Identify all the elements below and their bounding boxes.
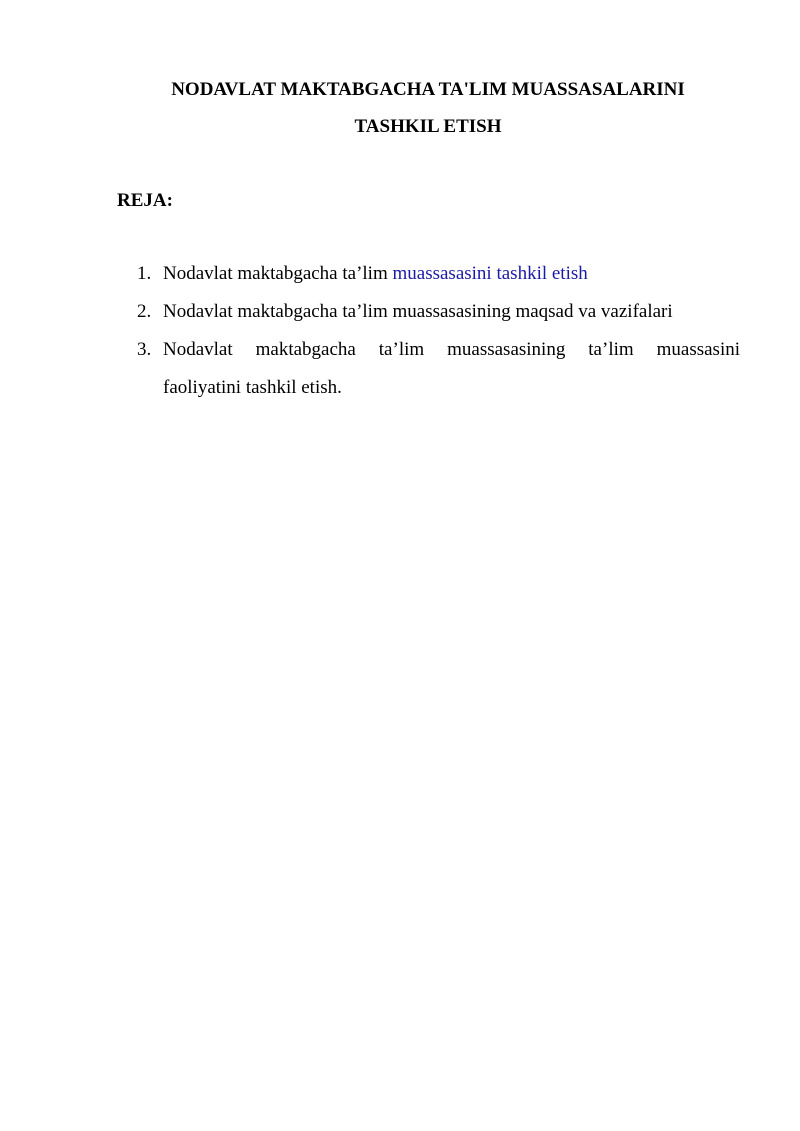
- plan-item-text: [163, 339, 740, 399]
- plan-item-2: [137, 301, 740, 323]
- plan-item-text: [163, 263, 740, 285]
- plan-item-3: [137, 339, 740, 399]
- plan-item-number: 1.: [137, 263, 152, 284]
- document-title-line-2: TASHKIL ETISH: [354, 116, 502, 137]
- plan-list: [137, 263, 740, 415]
- plan-heading: REJA:: [117, 190, 173, 211]
- plan-item-number: 3.: [137, 339, 152, 360]
- plan-item-text-plain: Nodavlat maktabgacha ta’lim: [163, 263, 393, 284]
- plan-item-text-line-2: faoliyatini tashkil etish.: [163, 377, 342, 398]
- plan-item-text: Nodavlat maktabgacha ta’lim muassasasining maqsad va vazifalari: [163, 301, 673, 322]
- document-title-line-1: NODAVLAT MAKTABGACHA TA'LIM MUASSASALARINI: [171, 79, 685, 100]
- plan-item-1: [137, 263, 740, 285]
- plan-item-text-line-1: Nodavlat maktabgacha ta’lim muassasasining ta’lim muassasini: [163, 339, 740, 360]
- plan-item-link[interactable]: muassasasini tashkil etish: [392, 263, 588, 284]
- plan-item-number: 2.: [137, 301, 152, 322]
